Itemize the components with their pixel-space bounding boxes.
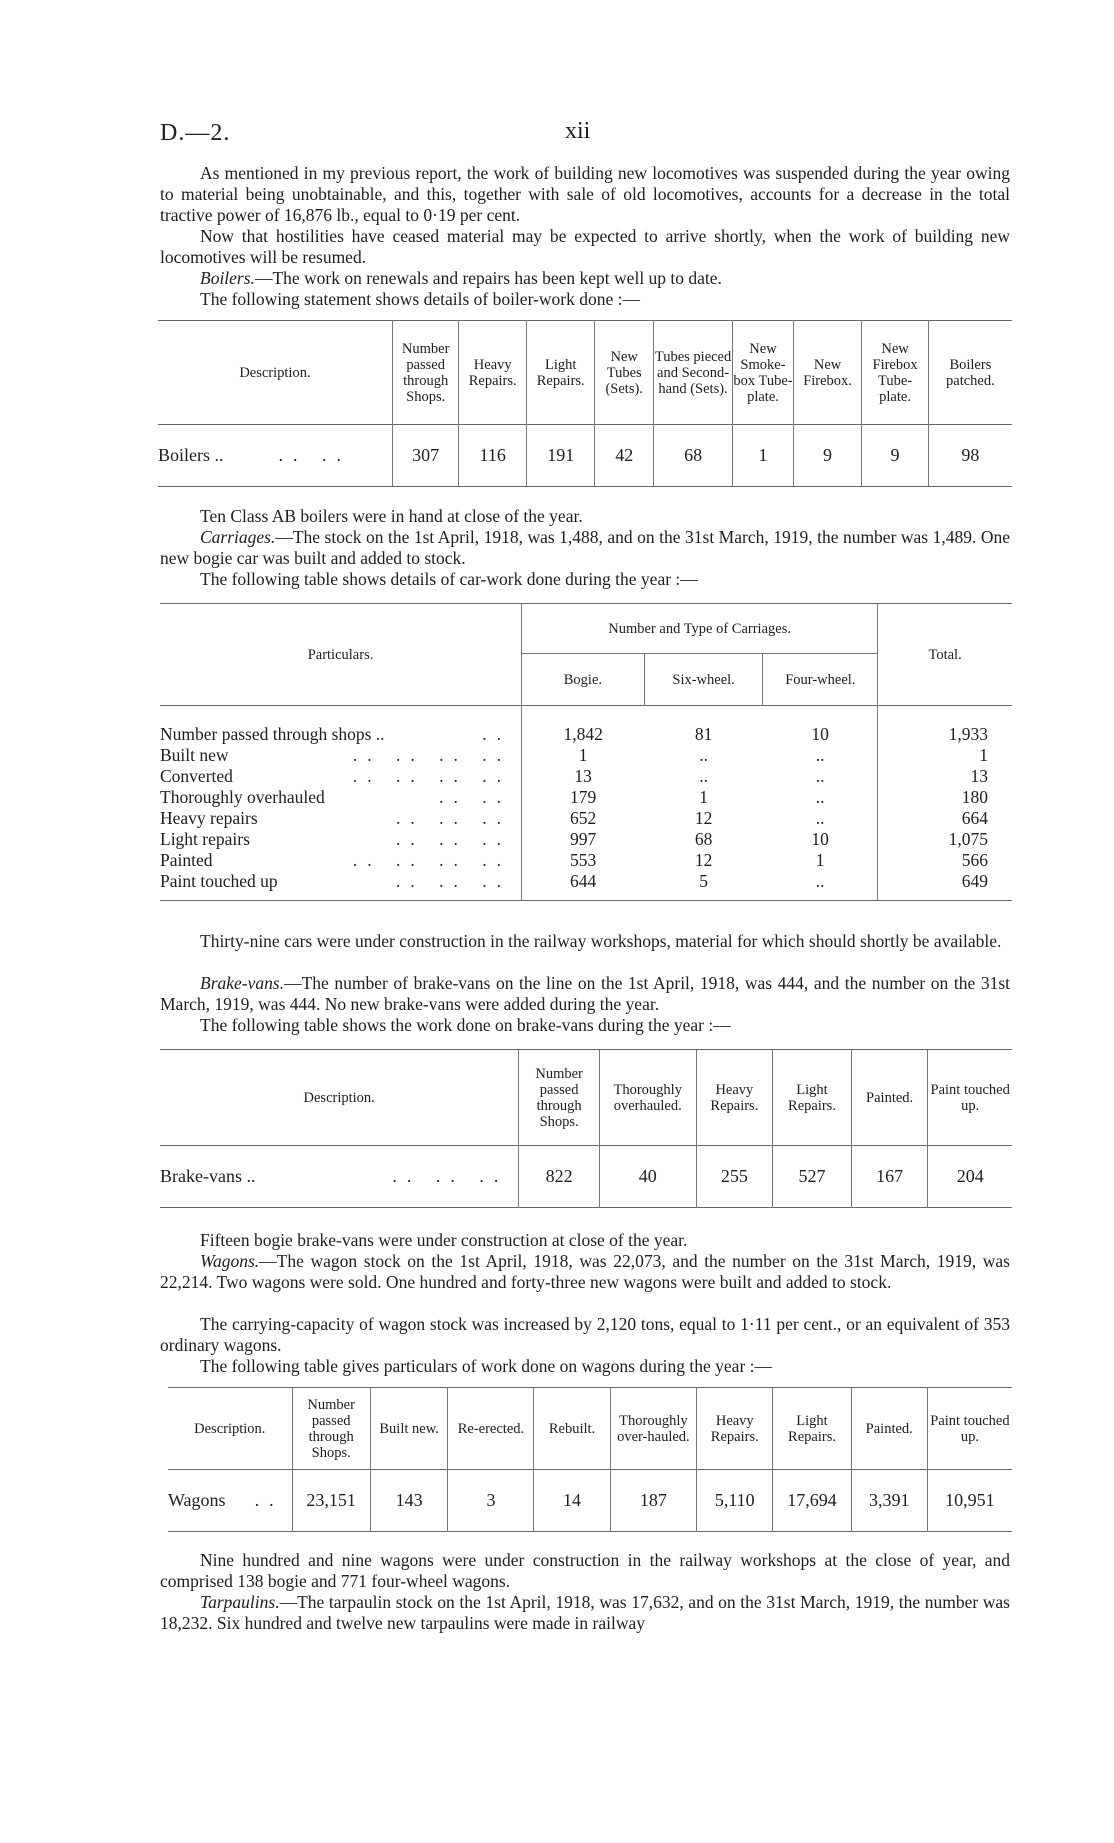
intro-paragraph-1: As mentioned in my previous report, the work of building new locomotives was suspended during the year owing to material being unobtainable, and this, together with sale of old locomotives, accounts for a decrease in the total tractive power of 16,876 lb., equal to 0·19 per cent. (160, 163, 1010, 225)
brake-col-overhauled: Thoroughly overhauled. (599, 1050, 696, 1146)
table-cell: 10 (811, 723, 829, 744)
wagons-col-rebuilt: Rebuilt. (534, 1388, 610, 1470)
page-ref: D.—2. (160, 120, 231, 146)
carriages-paragraph (160, 527, 1010, 569)
table-cell: 649 (878, 871, 1012, 901)
brake-header-row (160, 1050, 1012, 1146)
table-row: Painted .. .. .. .. 553 12 1 566 (160, 850, 1012, 871)
table-cell: .. (699, 765, 708, 786)
wagons-lead: The following table gives particulars of work done on wagons during the year :— (200, 1356, 773, 1376)
table-cell: 10,951 (927, 1470, 1012, 1532)
table-cell: 12 (694, 849, 713, 870)
table-cell: 17,694 (773, 1470, 851, 1532)
table-cell: .. (815, 807, 825, 828)
table-cell: 1,075 (878, 829, 1012, 850)
carriages-lead: The following table shows details of car-work done during the year :— (200, 569, 698, 589)
table-row: Paint touched up .. .. .. 644 5 .. 649 (160, 871, 1012, 901)
table-cell: 204 (928, 1146, 1012, 1208)
boilers-col-passed: Number passed through Shops. (392, 321, 459, 425)
wagons-header-row (168, 1388, 1012, 1470)
thirty-nine-cars-paragraph: Thirty-nine cars were under construction in the railway workshops, material for which should shortly be available. (200, 931, 1002, 951)
carriages-table (160, 603, 1012, 901)
table-cell: 566 (878, 850, 1012, 871)
boilers-col-new-tubes: New Tubes (Sets). (595, 321, 653, 425)
wagons-table (168, 1387, 1012, 1532)
boilers-col-description: Description. (239, 364, 311, 381)
table-cell: 652 (522, 808, 645, 829)
carriages-col-bogie: Bogie. (522, 654, 645, 706)
brake-col-description: Description. (303, 1089, 375, 1106)
boilers-lead: The following statement shows details of boiler-work done :— (200, 289, 640, 309)
table-cell: 23,151 (292, 1470, 370, 1532)
wagons-col-painted: Painted. (851, 1388, 927, 1470)
boilers-header-row (158, 321, 1012, 425)
wagons-col-touched: Paint touched up. (927, 1388, 1012, 1470)
table-cell: 187 (610, 1470, 697, 1532)
table-cell: 527 (773, 1146, 852, 1208)
brake-vans-lead: The following table shows the work done on brake-vans during the year :— (200, 1015, 731, 1035)
brake-vans-table (160, 1049, 1012, 1208)
table-cell: 3,391 (851, 1470, 927, 1532)
table-row: Heavy repairs .. .. .. 652 12 .. 664 (160, 808, 1012, 829)
class-ab-paragraph: Ten Class AB boilers were in hand at close of the year. (200, 506, 583, 526)
wagons-paragraph (160, 1251, 1010, 1293)
table-cell: 997 (522, 829, 645, 850)
table-cell: .. (815, 870, 825, 891)
carriages-col-group: Number and Type of Carriages. (522, 604, 878, 654)
table-cell: 553 (522, 850, 645, 871)
table-cell: 307 (392, 425, 459, 487)
brake-vans-heading: Brake-vans. (200, 973, 285, 993)
table-cell: 3 (448, 1470, 534, 1532)
table-cell: 98 (928, 425, 1012, 487)
table-row: Light repairs .. .. .. 997 68 10 1,075 (160, 829, 1012, 850)
table-row: Built new .. .. .. .. 1 .. .. 1 (160, 745, 1012, 766)
boilers-heading: Boilers. (200, 268, 255, 288)
table-row: Brake-vans .. .. .. .. 822 40 255 527 167 204 (160, 1146, 1012, 1208)
table-cell: 822 (519, 1146, 600, 1208)
table-cell: 5 (699, 870, 708, 891)
table-cell: 14 (534, 1470, 610, 1532)
table-cell: 116 (459, 425, 527, 487)
table-cell: .. (815, 765, 825, 786)
table-cell: 42 (595, 425, 653, 487)
boilers-paragraph (160, 268, 1010, 289)
table-cell: 1 (699, 786, 708, 807)
wagons-col-description: Description. (194, 1420, 266, 1437)
brake-col-passed: Number passed through Shops. (519, 1050, 600, 1146)
brake-vans-text: —The number of brake-vans on the line on the 1st April, 1918, was 444, and the number on the 31st March, 1919, was 444. No new brake-vans were added during the year. (160, 973, 1010, 1014)
brake-col-heavy: Heavy Repairs. (696, 1050, 773, 1146)
wagons-col-passed: Number passed through Shops. (292, 1388, 370, 1470)
wagons-col-light: Light Repairs. (773, 1388, 851, 1470)
table-cell: 68 (653, 425, 732, 487)
boilers-col-smokebox: New Smoke-box Tube-plate. (733, 321, 794, 425)
table-row: Wagons .. 23,151 143 3 14 187 5,110 17,694 3,391 10,951 (168, 1470, 1012, 1532)
boilers-col-light: Light Repairs. (526, 321, 595, 425)
boilers-col-patched: Boilers patched. (928, 321, 1012, 425)
table-cell: 143 (370, 1470, 448, 1532)
carriages-heading: Carriages. (200, 527, 276, 547)
table-row (158, 425, 1012, 487)
tarpaulins-text: —The tarpaulin stock on the 1st April, 1918, was 17,632, and on the 31st March, 1919, the number was 18,232. Six hundred and twelve new tarpaulins were made in railway (160, 1592, 1010, 1633)
table-cell: 255 (696, 1146, 773, 1208)
table-cell: 1 (522, 745, 645, 766)
wagons-col-built-new: Built new. (370, 1388, 448, 1470)
fifteen-brake-vans-paragraph: Fifteen bogie brake-vans were under construction at close of the year. (200, 1230, 688, 1250)
boilers-col-new-firebox: New Firebox. (793, 321, 862, 425)
carriages-col-particulars: Particulars. (307, 646, 374, 663)
table-cell: 1 (733, 425, 794, 487)
boilers-table (158, 320, 1012, 487)
table-cell: 9 (793, 425, 862, 487)
table-cell: 68 (694, 828, 713, 849)
wagons-col-re-erected: Re-erected. (448, 1388, 534, 1470)
intro-paragraph-2: Now that hostilities have ceased material may be expected to arrive shortly, when the work of building new locomotives will be resumed. (160, 226, 1010, 267)
boilers-col-heavy: Heavy Repairs. (459, 321, 527, 425)
carriages-header-row-1 (160, 604, 1012, 654)
table-cell: 40 (599, 1146, 696, 1208)
table-cell: 180 (878, 787, 1012, 808)
nine-hundred-wagons-paragraph: Nine hundred and nine wagons were under construction in the railway workshops at the close of year, and comprised 138 bogie and 771 four-wheel wagons. (160, 1550, 1010, 1591)
tarpaulins-paragraph (160, 1592, 1010, 1634)
table-cell: .. (815, 786, 825, 807)
table-cell: 167 (851, 1146, 928, 1208)
wagons-heading: Wagons. (200, 1251, 260, 1271)
table-row: Thoroughly overhauled .. .. 179 1 .. 180 (160, 787, 1012, 808)
tarpaulins-heading: Tarpaulins. (200, 1592, 280, 1612)
carriages-text: —The stock on the 1st April, 1918, was 1,488, and on the 31st March, 1919, the number was 1,489. One new bogie car was built and added to stock. (160, 527, 1010, 568)
table-cell: .. (815, 744, 825, 765)
carriages-col-total: Total. (878, 604, 1012, 706)
boilers-text: —The work on renewals and repairs has been kept well up to date. (254, 268, 722, 288)
page-number: xii (565, 118, 591, 144)
table-cell: 5,110 (697, 1470, 773, 1532)
table-cell: 9 (862, 425, 928, 487)
carriages-col-six-wheel: Six-wheel. (644, 654, 763, 706)
table-cell: 81 (694, 723, 713, 744)
table-cell: 1,933 (878, 724, 1012, 745)
table-cell: 644 (522, 871, 645, 901)
table-row: Converted .. .. .. .. 13 .. .. 13 (160, 766, 1012, 787)
table-cell: 13 (522, 766, 645, 787)
table-cell: 1 (878, 745, 1012, 766)
brake-col-painted: Painted. (851, 1050, 928, 1146)
carriages-spacer-row (160, 706, 1012, 724)
brake-col-light: Light Repairs. (773, 1050, 852, 1146)
table-cell: 191 (526, 425, 595, 487)
brake-vans-paragraph (160, 973, 1010, 1015)
wagons-text: —The wagon stock on the 1st April, 1918, was 22,073, and the number on the 31st March, 1919, was 22,214. Two wagons were sold. One hundred and forty-three new wagons were built and added to stock. (160, 1251, 1010, 1292)
table-cell: 10 (811, 828, 829, 849)
boilers-row-label: Boilers .. .. .. (158, 445, 351, 465)
wagons-col-overhauled: Thoroughly over-hauled. (610, 1388, 697, 1470)
boilers-col-firebox-tubeplate: New Firebox Tube-plate. (862, 321, 928, 425)
carriages-col-four-wheel: Four-wheel. (763, 654, 878, 706)
table-cell: 12 (694, 807, 713, 828)
table-cell: 1 (815, 849, 825, 870)
table-cell: .. (699, 744, 708, 765)
boilers-col-tubes-pieced: Tubes pieced and Second-hand (Sets). (653, 321, 732, 425)
wagons-col-heavy: Heavy Repairs. (697, 1388, 773, 1470)
table-cell: 13 (878, 766, 1012, 787)
brake-col-touched: Paint touched up. (928, 1050, 1012, 1146)
carrying-capacity-paragraph: The carrying-capacity of wagon stock was increased by 2,120 tons, equal to 1·11 per cent., or an equivalent of 353 ordinary wagons. (160, 1314, 1010, 1355)
table-row: Number passed through shops .. .. 1,842 81 10 1,933 (160, 724, 1012, 745)
table-cell: 1,842 (522, 724, 645, 745)
table-cell: 179 (522, 787, 645, 808)
table-cell: 664 (878, 808, 1012, 829)
